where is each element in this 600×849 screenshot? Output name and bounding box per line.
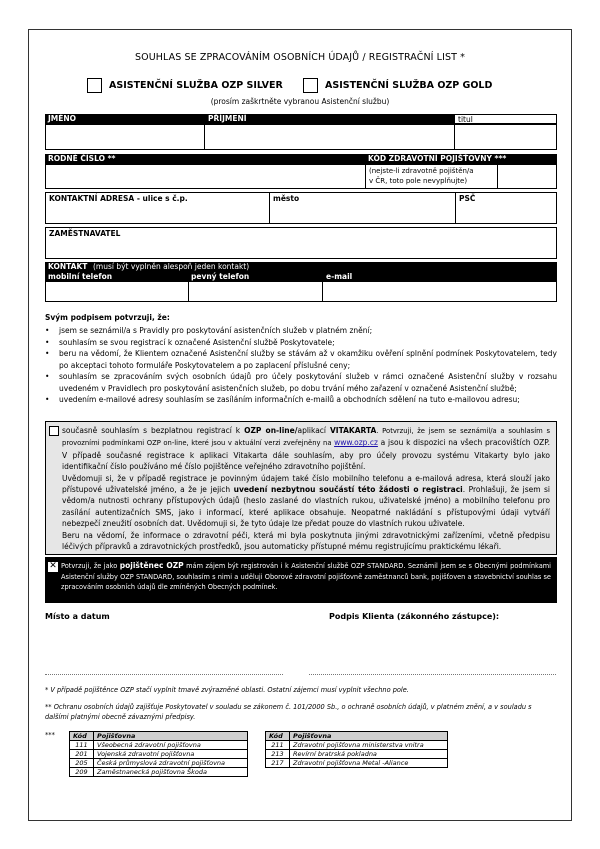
insurer-code: 217 <box>266 759 290 768</box>
table-row <box>266 741 448 750</box>
prijmeni-field[interactable] <box>204 124 455 150</box>
vit-text-segment: Beru na vědomí, že informace o zdravotní péči, která mi byla poskytnuta jinými zdravotnickými zařízeními, včetně předpisu léčivých přípravků a zdravotnických prostředků, jsou automaticky přístupné mému registrujícímu praktickému lékaři. <box>62 530 550 552</box>
std-text-segment: Potvrzuji, že jako <box>61 562 120 570</box>
kontakt-header-row <box>45 262 557 282</box>
registration-form-page <box>28 29 572 821</box>
insurer-name: Revírní bratrská pokladna <box>290 750 448 759</box>
insurance-codes-table-right <box>265 731 448 768</box>
insurer-name: Zaměstnanecká pojišťovna Škoda <box>94 768 248 777</box>
footnote-1: * V případě pojištěnce OZP stačí vyplnit tmavě zvýrazněné oblasti. Ostatní zájemci musí vyplnit všechno pole. <box>45 686 409 694</box>
gold-checkbox[interactable] <box>303 78 318 93</box>
ozp-link[interactable]: www.ozp.cz <box>334 438 378 448</box>
insurance-codes-table-left <box>69 731 248 777</box>
psc-label: PSČ <box>459 194 476 203</box>
titul-field[interactable] <box>454 124 557 150</box>
vit-text-bold: VITAKARTA <box>329 426 377 435</box>
name-column-header: Pojišťovna <box>290 732 448 741</box>
kod-note-2: v ČR, toto pole nevyplňujte) <box>369 177 468 185</box>
vit-text-bold: uvedení nezbytnou součástí této žádosti o registraci <box>233 485 463 495</box>
rodne-cislo-field[interactable] <box>45 164 366 189</box>
silver-checkbox[interactable] <box>87 78 102 93</box>
option-note: (prosím zaškrtněte vybranou Asistenční službu) <box>210 97 390 106</box>
mobilni-label: mobilní telefon <box>48 272 113 281</box>
mobilni-field[interactable] <box>45 281 189 302</box>
declaration-list <box>45 325 557 406</box>
footnote-3-marker: *** <box>45 731 55 739</box>
vit-text-segment: současně souhlasím s bezplatnou registrací k <box>62 426 245 435</box>
vitakarta-text <box>62 425 550 552</box>
mesto-label: město <box>273 194 300 203</box>
table-header-row <box>70 732 248 741</box>
rodne-cislo-label: RODNÉ ČÍSLO ** <box>48 154 116 163</box>
page-title: SOUHLAS SE ZPRACOVÁNÍM OSOBNÍCH ÚDAJŮ / REGISTRAČNÍ LIST * <box>135 52 465 63</box>
table-row <box>70 759 248 768</box>
pevny-field[interactable] <box>188 281 323 302</box>
kod-pojistovny-field[interactable] <box>497 164 557 189</box>
insurer-code: 211 <box>266 741 290 750</box>
standard-checkbox[interactable]: ✕ <box>49 561 57 571</box>
place-date-label: Místo a datum <box>45 612 110 621</box>
zamestnavatel-label: ZAMĚSTNAVATEL <box>49 229 121 238</box>
table-row <box>266 759 448 768</box>
list-item: • uvedením e-mailové adresy souhlasím se zasíláním informačních e-mailů a obchodních sdělení na tuto e-mailovou adresu; <box>45 394 557 406</box>
code-column-header: Kód <box>70 732 94 741</box>
insurer-code: 209 <box>70 768 94 777</box>
std-text-segment: mám zájem být registrován i k Asistenční službě OZP STANDARD. Seznámil jsem se s Obecnými podmínkami Asistenční služby OZP STANDARD, souhlasím s nimi a uděluji Oborové zdravotní pojišťovně zaměstnanců bank, pojišťoven a stavebnictví souhlas se zpracováním osobních údajů dle zmíněných Obecných podmínek. <box>61 562 552 591</box>
vit-text-segment: Uvědomuji si, že v případě registrace je povinným údajem také číslo mobilního telefonu a e-mailová adresa, která slouží jako přístupové uživatelské jméno, a že je jejich <box>62 473 550 495</box>
list-item: • souhlasím se zpracováním svých osobních údajů pro účely poskytování služeb v rámci označené Asistenční služby v rozsahu uvedeném v Pravidlech pro poskytování asistenčních služeb, po dobu trvání mého zařazení v označené Asistenční službě; <box>45 371 557 394</box>
email-label: e-mail <box>326 272 353 281</box>
standard-consent-box <box>45 557 557 603</box>
vitakarta-consent-box <box>45 421 557 555</box>
adresa-field[interactable] <box>45 192 270 224</box>
psc-field[interactable] <box>455 192 557 224</box>
titul-label: titul <box>458 115 473 124</box>
place-date-line[interactable] <box>45 674 283 675</box>
list-item: • jsem se seznámil/a s Pravidly pro poskytování asistenčních služeb v platném znění; <box>45 325 557 337</box>
service-option-row <box>29 78 571 96</box>
prijmeni-label: PŘÍJMENÍ <box>208 114 247 123</box>
std-text-bold: pojištěnec OZP <box>119 561 184 570</box>
rc-header-row <box>45 154 365 164</box>
insurer-name: Zdravotní pojišťovna ministerstva vnitra <box>290 741 448 750</box>
titul-header-cell <box>454 114 557 124</box>
declaration-heading: Svým podpisem potvrzuji, že: <box>45 313 170 322</box>
mesto-field[interactable] <box>269 192 456 224</box>
list-item: • beru na vědomí, že Klientem označené Asistenční služby se stávám až v okamžiku ověření splnění podmínek Poskytovatelem, tedy po akceptaci tohoto formuláře Poskytovatelem a po zaplacení příslušné ceny; <box>45 348 557 371</box>
insurer-name: Vojenská zdravotní pojišťovna <box>94 750 248 759</box>
vit-text-segment: a jsou k dispozici na všech pracovištích OZP. V případě současné registrace k aplikaci Vitakarta dále souhlasím, aby pro účely provozu systému Vitakarty bylo jako identifikační číslo používáno mé číslo pojištěnce veřejného zdravotního pojištění. <box>62 438 550 472</box>
table-row <box>70 750 248 759</box>
code-column-header: Kód <box>266 732 290 741</box>
adresa-label: KONTAKTNÍ ADRESA - ulice s č.p. <box>49 194 188 203</box>
kontakt-label: KONTAKT <box>48 262 88 271</box>
jmeno-field[interactable] <box>45 124 205 150</box>
signature-line[interactable] <box>309 674 556 675</box>
insurer-name: Česká průmyslová zdravotní pojišťovna <box>94 759 248 768</box>
name-column-header: Pojišťovna <box>94 732 248 741</box>
kod-note-1: (nejste-li zdravotně pojištěn/a <box>369 167 474 175</box>
kontakt-note: (musí být vyplněn alespoň jeden kontakt) <box>93 262 250 271</box>
email-field[interactable] <box>322 281 557 302</box>
vit-text-segment: . Prohlašuji, že jsem si vědom/a nutnosti ochrany přístupových údajů (heslo zaslané do vlastních rukou, uživatelské jméno) a mobilního telefonu pro zasílání autentizačních SMS, jako i informací, které aplikace obsahuje. Neopatrné nakládání s přístupovými údaji vytváří nebezpečí zneužití osobních dat. Uvědomuji si, že tyto údaje lze předat pouze do vlastních rukou uživatele. <box>62 485 551 529</box>
gold-option-label: ASISTENČNÍ SLUŽBA OZP GOLD <box>325 80 493 91</box>
insurer-name: Zdravotní pojišťovna Metal -Aliance <box>290 759 448 768</box>
insurer-name: Všeobecná zdravotní pojišťovna <box>94 741 248 750</box>
kod-pojistovny-label: KÓD ZDRAVOTNÍ POJIŠŤOVNY *** <box>368 154 507 163</box>
insurer-code: 205 <box>70 759 94 768</box>
standard-text <box>61 561 551 593</box>
table-row <box>70 768 248 777</box>
list-item: • souhlasím se svou registrací k označené Asistenční službě Poskytovatele; <box>45 337 557 349</box>
vit-text-bold: OZP on-line/ <box>244 426 298 435</box>
table-row <box>70 741 248 750</box>
kod-header-row <box>365 154 557 164</box>
insurer-code: 111 <box>70 741 94 750</box>
silver-option-label: ASISTENČNÍ SLUŽBA OZP SILVER <box>109 80 283 91</box>
insurer-code: 213 <box>266 750 290 759</box>
insurer-code: 201 <box>70 750 94 759</box>
table-header-row <box>266 732 448 741</box>
footnote-2: ** Ochranu osobních údajů zajišťuje Poskytovatel v souladu se zákonem č. 101/2000 Sb., o ochraně osobních údajů, v platném znění, a v souladu s dalšími platnými obecně závaznými předpisy. <box>45 703 532 721</box>
personal-data-form <box>45 114 557 304</box>
table-row <box>266 750 448 759</box>
client-signature-label: Podpis Klienta (zákonného zástupce): <box>329 612 500 621</box>
zamestnavatel-field[interactable] <box>45 227 557 259</box>
vitakarta-checkbox[interactable] <box>49 426 59 436</box>
pevny-label: pevný telefon <box>191 272 250 281</box>
jmeno-label: JMÉNO <box>48 114 77 123</box>
kod-note-cell <box>365 164 498 189</box>
vit-text-segment: aplikací <box>297 426 330 435</box>
vit-text-segment: . Potvrzuji, že jsem se seznámil/a a souhlasím s provozními podmínkami OZP on-line, které jsou v aktuální verzi zveřejněny na <box>62 427 550 448</box>
